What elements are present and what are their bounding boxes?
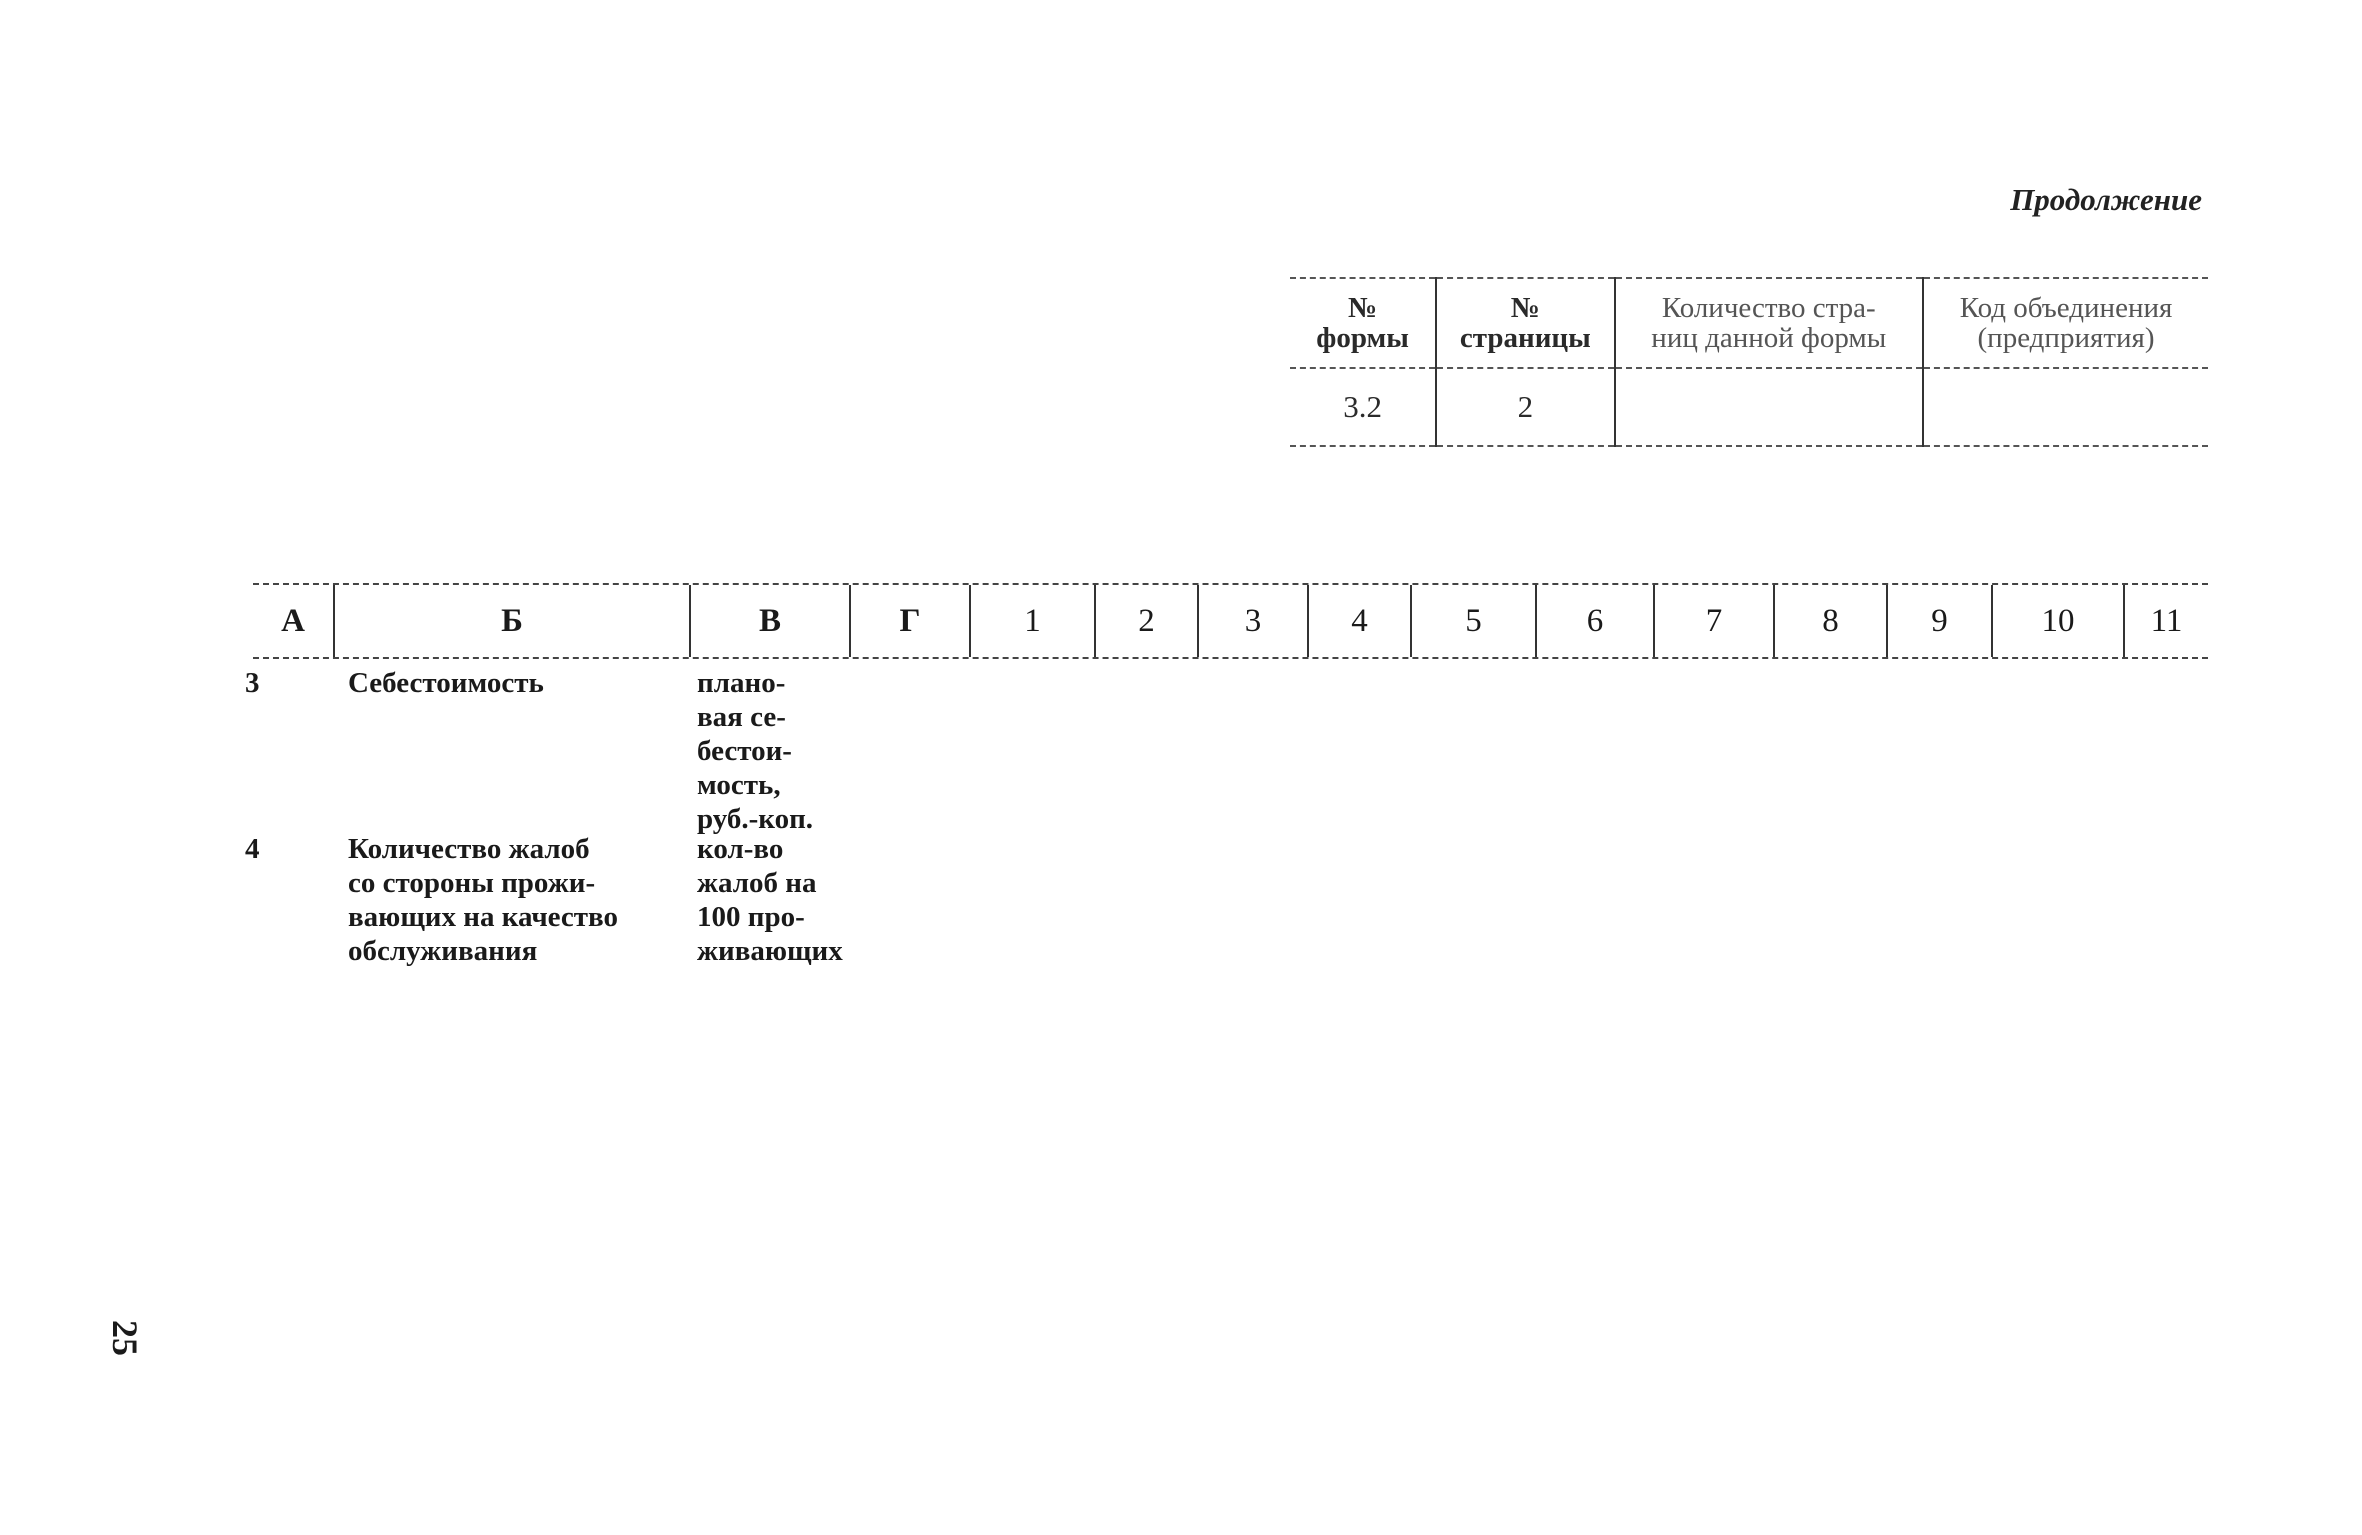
page-count-value	[1615, 368, 1924, 446]
column-header: 8	[1773, 585, 1886, 657]
page-number-header: № страницы	[1436, 278, 1614, 368]
row-unit: кол-во жалоб на 100 про- живающих	[697, 833, 843, 967]
row-index: 3	[245, 667, 260, 699]
column-header: Б	[333, 585, 689, 657]
column-header: 9	[1886, 585, 1991, 657]
row-indicator-name: Себестоимость	[348, 667, 544, 699]
column-header: 4	[1307, 585, 1410, 657]
main-table-header	[253, 583, 2208, 659]
enterprise-code-header: Код объединения (предприятия)	[1923, 278, 2208, 368]
column-header: 6	[1535, 585, 1653, 657]
form-info-table	[1290, 277, 2208, 447]
column-header: 1	[969, 585, 1094, 657]
column-header: 10	[1991, 585, 2123, 657]
row-unit: плано- вая се- бестои- мость, руб.-коп.	[697, 667, 814, 835]
row-indicator-name: Количество жалоб со стороны прожи- вающих на качество обслуживания	[348, 833, 618, 967]
column-header: 7	[1653, 585, 1773, 657]
page-number: 25	[105, 1320, 145, 1356]
column-header: А	[281, 602, 305, 639]
column-header: Г	[849, 585, 969, 657]
row-index: 4	[245, 833, 260, 865]
column-header: 11	[2123, 585, 2208, 657]
continuation-label: Продолжение	[2010, 182, 2202, 217]
page-count-header: Количество стра- ниц данной формы	[1615, 278, 1924, 368]
form-number-header: № формы	[1290, 278, 1436, 368]
page-number-value: 2	[1436, 368, 1614, 446]
column-header: 3	[1197, 585, 1307, 657]
enterprise-code-value	[1923, 368, 2208, 446]
column-header: В	[689, 585, 849, 657]
form-number-value: 3.2	[1290, 368, 1436, 446]
column-header: 2	[1094, 585, 1197, 657]
column-header: 5	[1410, 585, 1535, 657]
